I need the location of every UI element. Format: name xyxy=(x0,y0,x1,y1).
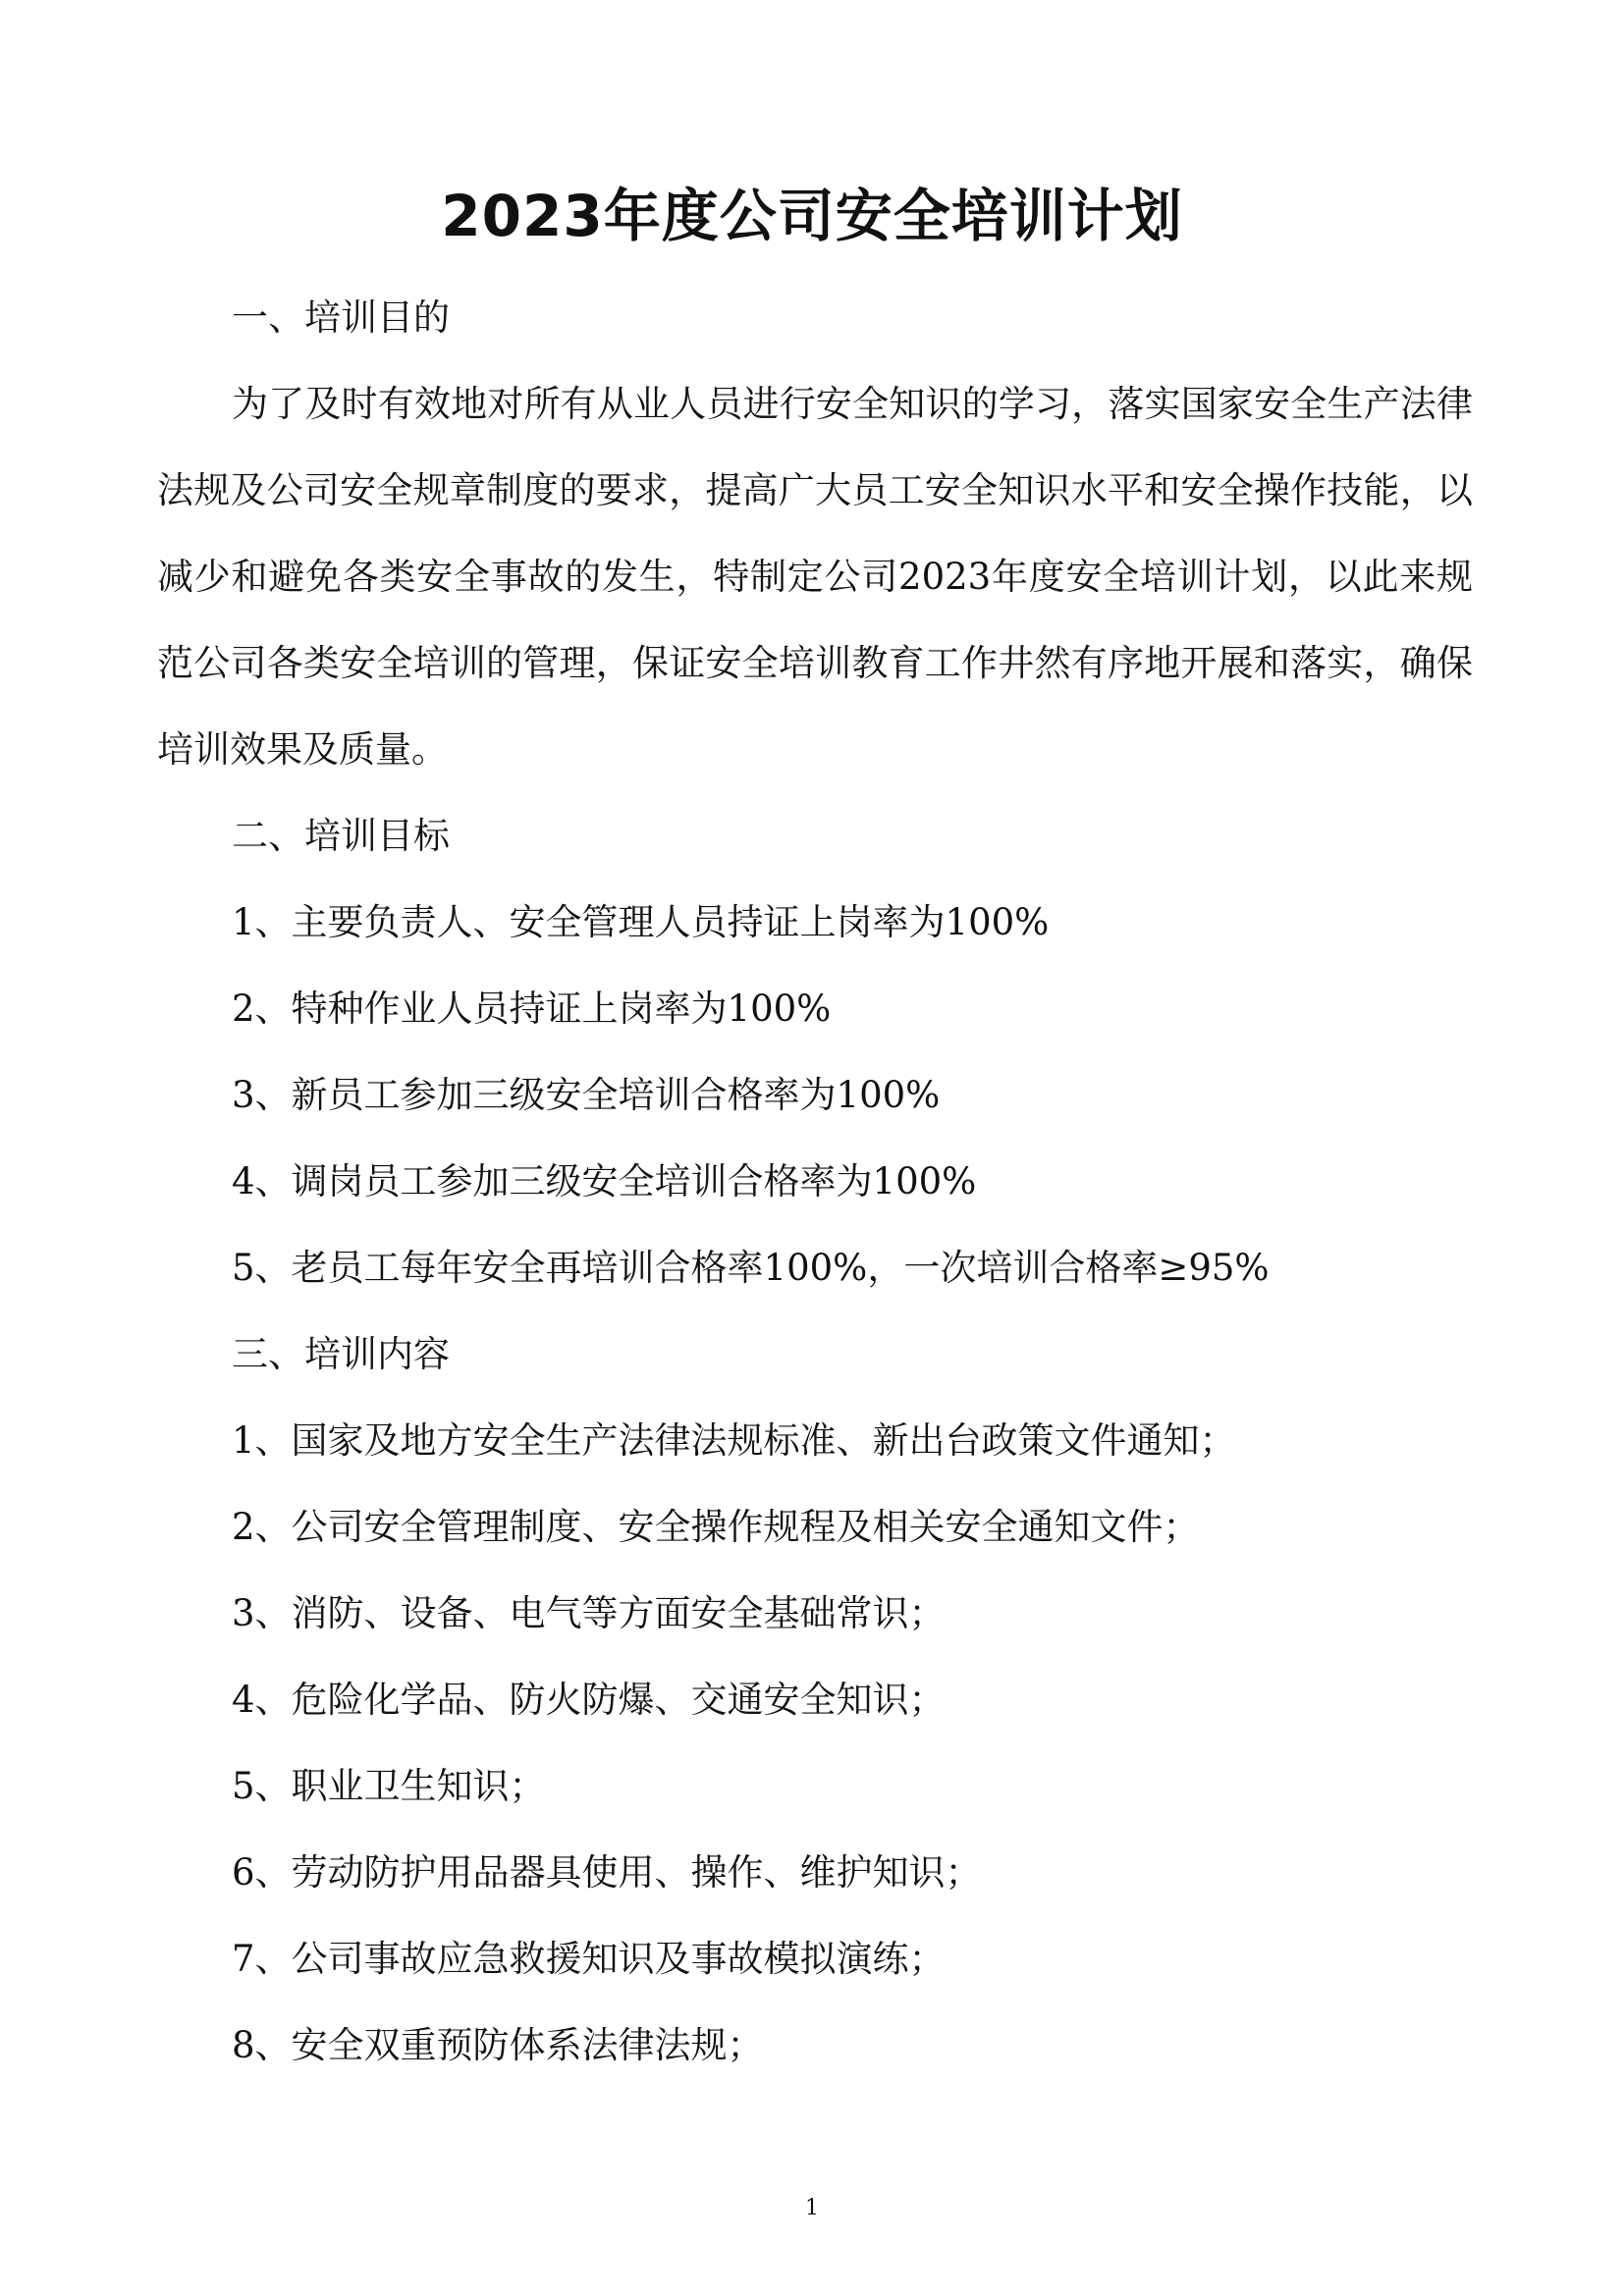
page-number: 1 xyxy=(805,2196,819,2220)
content-item: 1、国家及地方安全生产法律法规标准、新出台政策文件通知； xyxy=(232,1419,1236,1462)
section-heading-goals: 二、培训目标 xyxy=(232,815,450,857)
content-item: 3、消防、设备、电气等方面安全基础常识； xyxy=(232,1592,946,1634)
document-title: 2023年度公司安全培训计划 xyxy=(441,183,1183,249)
document-body xyxy=(157,275,1473,2089)
content-item: 5、职业卫生知识； xyxy=(232,1765,546,1807)
goal-item: 2、特种作业人员持证上岗率为100% xyxy=(232,988,832,1030)
section-heading-purpose: 一、培训目的 xyxy=(232,296,450,339)
goal-item: 5、老员工每年安全再培训合格率100%，一次培训合格率≥95% xyxy=(232,1247,1270,1289)
content-item: 7、公司事故应急救援知识及事故模拟演练； xyxy=(232,1938,946,1980)
goal-item: 1、主要负责人、安全管理人员持证上岗率为100% xyxy=(232,901,1050,943)
content-item: 6、劳动防护用品器具使用、操作、维护知识； xyxy=(232,1851,982,1894)
goal-item: 3、新员工参加三级安全培训合格率为100% xyxy=(232,1074,941,1116)
purpose-paragraph: 为了及时有效地对所有从业人员进行安全知识的学习，落实国家安全生产法律法规及公司安全规章制度的要求，提高广大员工安全知识水平和安全操作技能，以减少和避免各类安全事故的发生，特制定公司2023年度安全培训计划，以此来规范公司各类安全培训的管理，保证安全培训教育工作井然有序地开展和落实，确保培训效果及质量。 xyxy=(157,383,1473,771)
content-item: 4、危险化学品、防火防爆、交通安全知识； xyxy=(232,1679,946,1721)
goal-item: 4、调岗员工参加三级安全培训合格率为100% xyxy=(232,1160,977,1202)
content-item: 8、安全双重预防体系法律法规； xyxy=(232,2024,764,2066)
content-item: 2、公司安全管理制度、安全操作规程及相关安全通知文件； xyxy=(232,1506,1200,1548)
section-heading-content: 三、培训内容 xyxy=(232,1333,450,1375)
